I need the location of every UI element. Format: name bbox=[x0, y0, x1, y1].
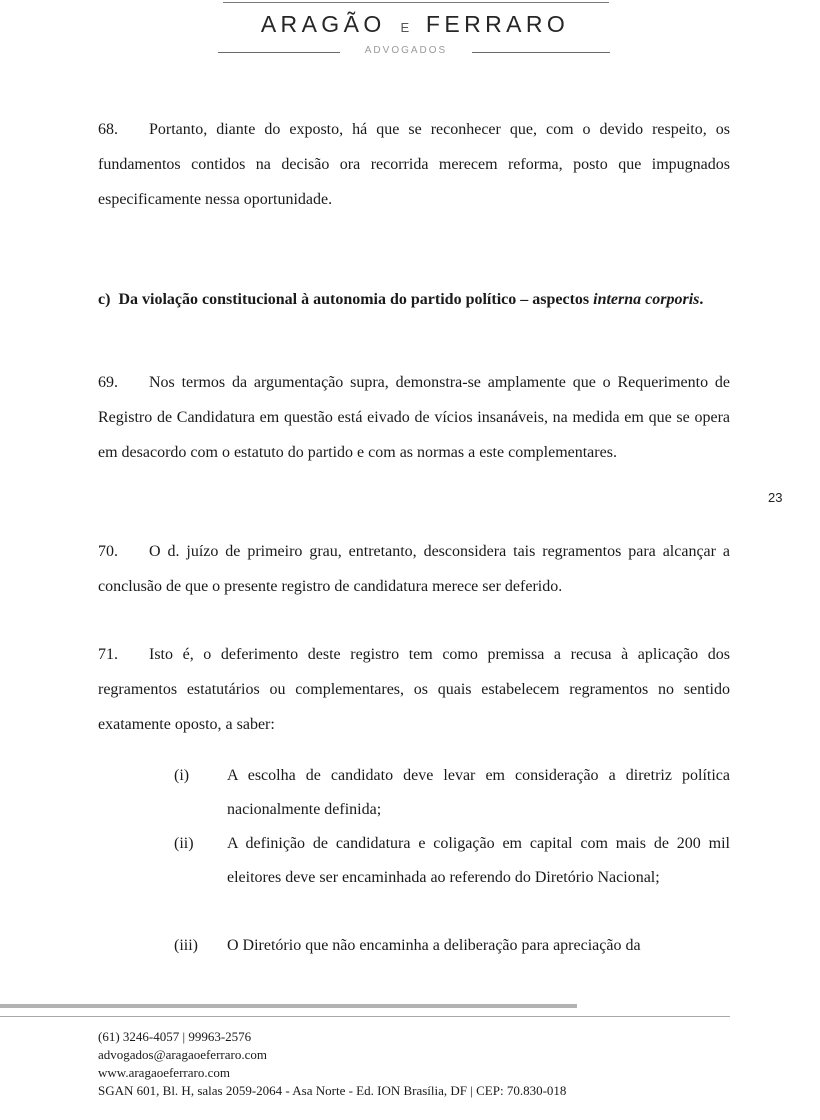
letterhead bbox=[0, 0, 820, 70]
firm-name-left: ARAGÃO bbox=[260, 11, 386, 37]
paragraph-number: 69. bbox=[98, 374, 118, 391]
paragraph-text: O d. juízo de primeiro grau, entretanto, desconsidera tais regramentos para alcançar a conclusão de que o presente registro de candidatura merece ser deferido. bbox=[98, 543, 730, 595]
paragraph-text: Nos termos da argumentação supra, demonstra-se amplamente que o Requerimento de Registro de Candidatura em questão está eivado de vícios insanáveis, na medida em que se opera em desacordo com o estatuto do partido e com as normas a este complementares. bbox=[98, 374, 730, 461]
paragraph-70 bbox=[98, 534, 730, 604]
paragraph-number: 68. bbox=[98, 121, 118, 138]
page-number: 23 bbox=[768, 490, 783, 505]
firm-subtitle: ADVOGADOS bbox=[364, 45, 448, 56]
footer-rule-thin bbox=[0, 1016, 730, 1017]
list-marker: (iii) bbox=[174, 937, 198, 954]
footer-website: www.aragaoeferraro.com bbox=[98, 1065, 230, 1080]
footer bbox=[98, 1028, 718, 1100]
letterhead-rule-right bbox=[472, 52, 610, 53]
firm-name bbox=[0, 11, 820, 38]
section-heading bbox=[98, 283, 730, 317]
list-item bbox=[174, 929, 730, 963]
paragraph-71 bbox=[98, 637, 730, 742]
list-item-text: A definição de candidatura e coligação em capital com mais de 200 mil eleitores deve ser encaminhada ao referendo do Diretório Nacional; bbox=[227, 835, 730, 886]
paragraph-number: 70. bbox=[98, 543, 118, 560]
paragraph-69 bbox=[98, 365, 730, 470]
section-label: c) bbox=[98, 291, 111, 308]
footer-phone: (61) 3246-4057 | 99963-2576 bbox=[98, 1029, 252, 1044]
paragraph-text: Portanto, diante do exposto, há que se reconhecer que, com o devido respeito, os fundamentos contidos na decisão ora recorrida merecem reforma, posto que impugnados especificamente nessa oportunidade. bbox=[98, 121, 730, 208]
letterhead-rule-left bbox=[218, 52, 340, 53]
list-item bbox=[174, 827, 730, 895]
list-marker: (i) bbox=[174, 767, 190, 784]
firm-name-connector: E bbox=[400, 20, 412, 35]
footer-rule-thick bbox=[0, 1004, 577, 1008]
list-item-text: O Diretório que não encaminha a deliberação para apreciação da bbox=[227, 937, 641, 954]
letterhead-top-rule bbox=[223, 2, 609, 3]
paragraph-68 bbox=[98, 112, 730, 217]
list-marker: (ii) bbox=[174, 835, 194, 852]
section-title: Da violação constitucional à autonomia do partido político – aspectos bbox=[118, 291, 590, 308]
section-title-end: . bbox=[699, 291, 704, 308]
footer-email: advogados@aragaoeferraro.com bbox=[98, 1047, 267, 1062]
firm-name-right: FERRARO bbox=[425, 11, 570, 37]
section-title-italic: interna corporis bbox=[593, 291, 700, 308]
paragraph-number: 71. bbox=[98, 646, 118, 663]
footer-address: SGAN 601, Bl. H, salas 2059-2064 - Asa Norte - Ed. ION Brasília, DF | CEP: 70.830-018 bbox=[98, 1083, 567, 1098]
paragraph-text: Isto é, o deferimento deste registro tem como premissa a recusa à aplicação dos regramentos estatutários ou complementares, os quais estabelecem regramentos no sentido exatamente oposto, a saber: bbox=[98, 646, 730, 733]
list-item bbox=[174, 759, 730, 827]
list-item-text: A escolha de candidato deve levar em consideração a diretriz política nacionalmente definida; bbox=[227, 767, 730, 818]
